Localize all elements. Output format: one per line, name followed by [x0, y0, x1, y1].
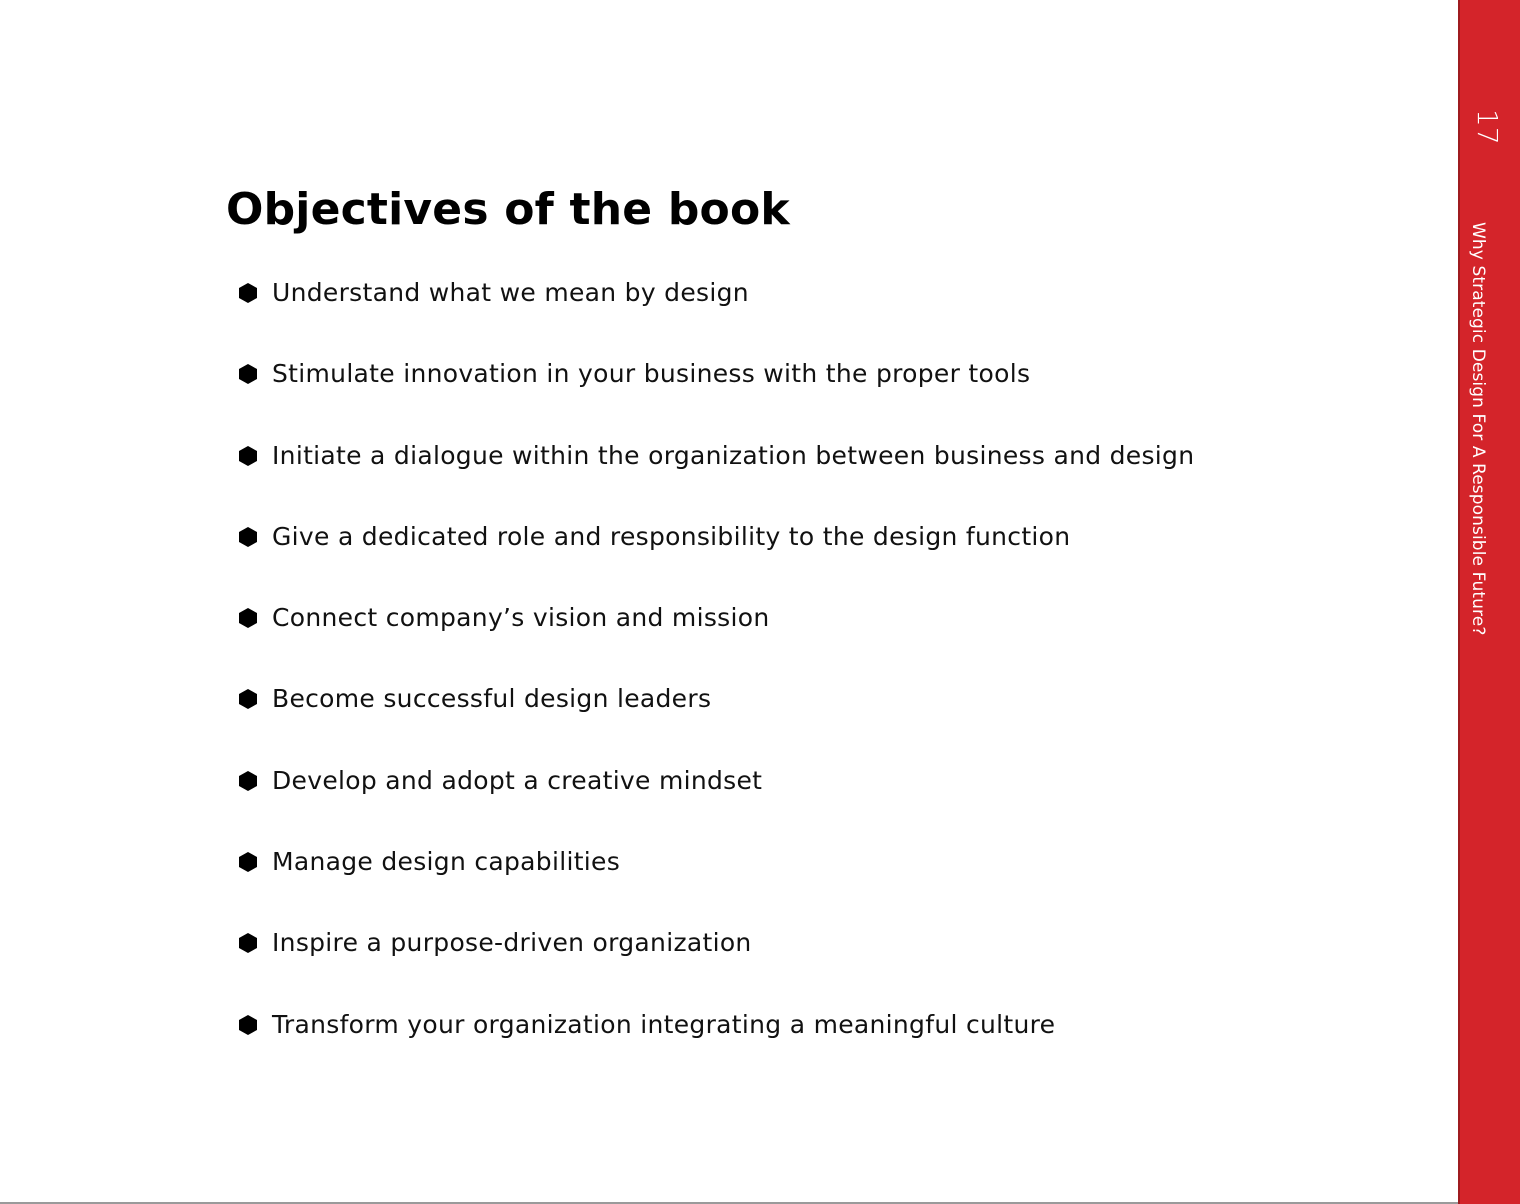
- hexagon-bullet-icon: [238, 851, 258, 873]
- objective-text: Manage design capabilities: [272, 847, 621, 877]
- objective-item: [238, 922, 1194, 1003]
- objective-item: [238, 516, 1194, 597]
- objective-text: Initiate a dialogue within the organization between business and design: [272, 440, 1195, 470]
- hexagon-bullet-icon: [238, 607, 258, 629]
- objective-text: Develop and adopt a creative mindset: [272, 765, 763, 795]
- hexagon-bullet-icon: [238, 688, 258, 710]
- objective-text: Give a dedicated role and responsibility to the design function: [272, 521, 1071, 551]
- objective-text: Inspire a purpose-driven organization: [272, 928, 752, 958]
- objective-item: [238, 760, 1194, 841]
- hexagon-bullet-icon: [238, 526, 258, 548]
- objective-item: [238, 678, 1194, 759]
- hexagon-bullet-icon: [238, 282, 258, 304]
- hexagon-bullet-icon: [238, 932, 258, 954]
- objective-item: [238, 353, 1194, 434]
- hexagon-bullet-icon: [238, 445, 258, 467]
- page-number: 17: [1471, 109, 1504, 145]
- objective-text: Transform your organization integrating a meaningful culture: [272, 1009, 1056, 1039]
- objective-text: Understand what we mean by design: [272, 278, 749, 307]
- objective-item: [238, 597, 1194, 678]
- hexagon-bullet-icon: [238, 363, 258, 385]
- objective-item: [238, 1004, 1194, 1085]
- page-title: Objectives of the book: [226, 184, 790, 235]
- objective-text: Stimulate innovation in your business with the proper tools: [272, 359, 1031, 389]
- objective-item: [238, 272, 1194, 353]
- hexagon-bullet-icon: [238, 770, 258, 792]
- objective-text: Become successful design leaders: [272, 684, 712, 714]
- running-title: Why Strategic Design For A Responsible Future?: [1468, 222, 1488, 636]
- objective-item: [238, 435, 1194, 516]
- objective-item: [238, 841, 1194, 922]
- objective-text: Connect company’s vision and mission: [272, 603, 770, 633]
- hexagon-bullet-icon: [238, 1014, 258, 1036]
- objectives-list: [238, 272, 1194, 1085]
